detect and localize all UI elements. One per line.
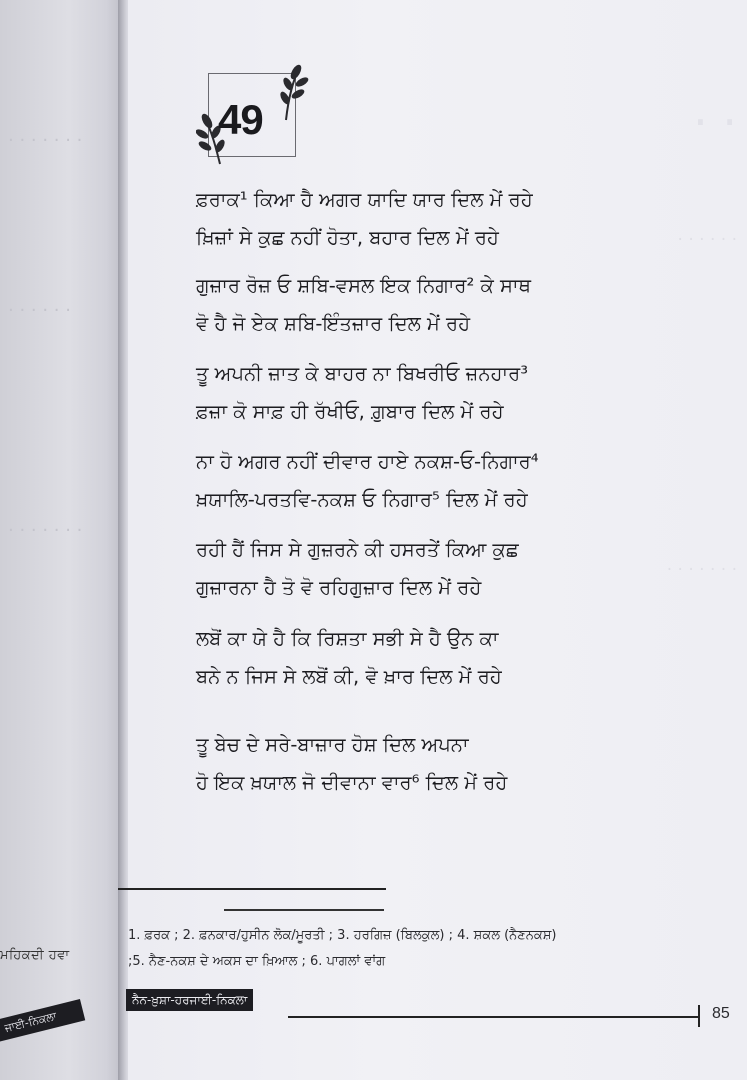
bleed-through-text: · · · · · · · bbox=[8, 520, 83, 541]
verse-line: ਤੂ ਬੇਚ ਦੇ ਸਰੇ-ਬਾਜ਼ਾਰ ਹੋਸ਼ ਦਿਲ ਅਪਨਾ bbox=[196, 733, 469, 756]
bleed-through-number: · · bbox=[693, 95, 737, 149]
verse-line: ਫ਼ਜ਼ਾ ਕੋ ਸਾਫ਼ ਹੀ ਰੱਖੀਓ, ਗ਼ੁਬਾਰ ਦਿਲ ਮੇਂ ਰਹੇ bbox=[196, 400, 504, 423]
laurel-leaf-icon bbox=[276, 62, 310, 122]
verse-line: ਵੋ ਹੈ ਜੋ ਏਕ ਸ਼ਬਿ-ਇੰਤਜ਼ਾਰ ਦਿਲ ਮੇਂ ਰਹੇ bbox=[196, 312, 471, 335]
stanza-6 bbox=[196, 620, 736, 696]
stanza-2 bbox=[196, 267, 736, 343]
left-page-footer-bar: ਜਾਈ-ਨਿਕਲਾ bbox=[0, 999, 85, 1043]
stanza-5 bbox=[196, 531, 736, 607]
footer-rule-tick bbox=[698, 1005, 700, 1027]
stanza-1 bbox=[196, 181, 736, 257]
bleed-through-text: · · · · · · · bbox=[8, 130, 83, 151]
verse-line: ਰਹੀ ਹੈਂ ਜਿਸ ਸੇ ਗੁਜ਼ਰਨੇ ਕੀ ਹਸਰਤੇਂ ਕਿਆ ਕੁਛ bbox=[196, 538, 519, 561]
verse-line: ਹੋ ਇਕ ਖ਼ਯਾਲ ਜੋ ਦੀਵਾਨਾ ਵਾਰ⁶ ਦਿਲ ਮੇਂ ਰਹੇ bbox=[196, 771, 508, 794]
footnote-line: 1. ਫ਼ਰਕ ; 2. ਫ਼ਨਕਾਰ/ਹੁਸੀਨ ਲੋਕ/ਮੂਰਤੀ ; 3. ਹਰਗਿਜ਼ (ਬਿਲਕੁਲ) ; 4. ਸ਼ਕਲ (ਨੈਣਨਕਸ਼) bbox=[128, 928, 557, 943]
footnote-divider-short bbox=[224, 909, 384, 911]
bleed-through-text: · · · · · · bbox=[8, 300, 71, 321]
poem-number: 49 bbox=[218, 96, 263, 143]
verse-line: ਗੁਜ਼ਾਰਨਾ ਹੈ ਤੋ ਵੋ ਰਹਿਗੁਜ਼ਾਰ ਦਿਲ ਮੇਂ ਰਹੇ bbox=[196, 576, 482, 599]
stanza-4 bbox=[196, 443, 736, 519]
page-number: 85 bbox=[712, 1005, 730, 1022]
bleed-through-text: · · · · · · bbox=[677, 230, 737, 250]
verse-line: ਖ਼ਯਾਲਿ-ਪਰਤਵਿ-ਨਕਸ਼ ਓ ਨਿਗਾਰ⁵ ਦਿਲ ਮੇਂ ਰਹੇ bbox=[196, 488, 528, 511]
stanza-3 bbox=[196, 355, 736, 431]
footer-rule bbox=[288, 1016, 698, 1018]
stanza-7 bbox=[196, 726, 736, 802]
verse-line: ਲਬੋਂ ਕਾ ਯੇ ਹੈ ਕਿ ਰਿਸ਼ਤਾ ਸਭੀ ਸੇ ਹੈ ਉਨ ਕਾ bbox=[196, 627, 499, 650]
right-page bbox=[128, 0, 747, 1080]
left-page-footer-text: ਮਹਿਕਦੀ ਹਵਾ bbox=[0, 948, 70, 963]
verse-line: ਫ਼ਰਾਕ¹ ਕਿਆ ਹੈ ਅਗਰ ਯਾਦਿ ਯਾਰ ਦਿਲ ਮੇਂ ਰਹੇ bbox=[196, 188, 533, 211]
footnote-line: ;5. ਨੈਣ-ਨਕਸ਼ ਦੇ ਅਕਸ ਦਾ ਖ਼ਿਆਲ ; 6. ਪਾਗਲਾਂ ਵਾਂਗ bbox=[128, 954, 386, 969]
verse-line: ਗੁਜ਼ਾਰ ਰੋਜ਼ ਓ ਸ਼ਬਿ-ਵਸਲ ਇਕ ਨਿਗਾਰ² ਕੇ ਸਾਥ bbox=[196, 274, 531, 297]
running-footer-title: ਨੈਨ-ਖ਼ੁਸ਼ਾ-ਹਰਜਾਈ-ਨਿਕਲਾ bbox=[126, 989, 253, 1011]
footnote-divider bbox=[118, 888, 386, 890]
verse-line: ਨਾ ਹੋ ਅਗਰ ਨਹੀਂ ਦੀਵਾਰ ਹਾਏ ਨਕਸ਼-ਓ-ਨਿਗਾਰ⁴ bbox=[196, 450, 539, 473]
verse-line: ਖ਼ਿਜ਼ਾਂ ਸੇ ਕੁਛ ਨਹੀਂ ਹੋਤਾ, ਬਹਾਰ ਦਿਲ ਮੇਂ ਰਹੇ bbox=[196, 226, 499, 249]
verse-line: ਬਨੇ ਨ ਜਿਸ ਸੇ ਲਬੋਂ ਕੀ, ਵੋ ਖ਼ਾਰ ਦਿਲ ਮੇਂ ਰਹੇ bbox=[196, 665, 502, 688]
left-facing-page bbox=[0, 0, 125, 1080]
verse-line: ਤੂ ਅਪਨੀ ਜ਼ਾਤ ਕੇ ਬਾਹਰ ਨਾ ਬਿਖਰੀਓ ਜ਼ਨਹਾਰ³ bbox=[196, 362, 529, 385]
bleed-through-text: · · · · · · · bbox=[666, 560, 737, 580]
